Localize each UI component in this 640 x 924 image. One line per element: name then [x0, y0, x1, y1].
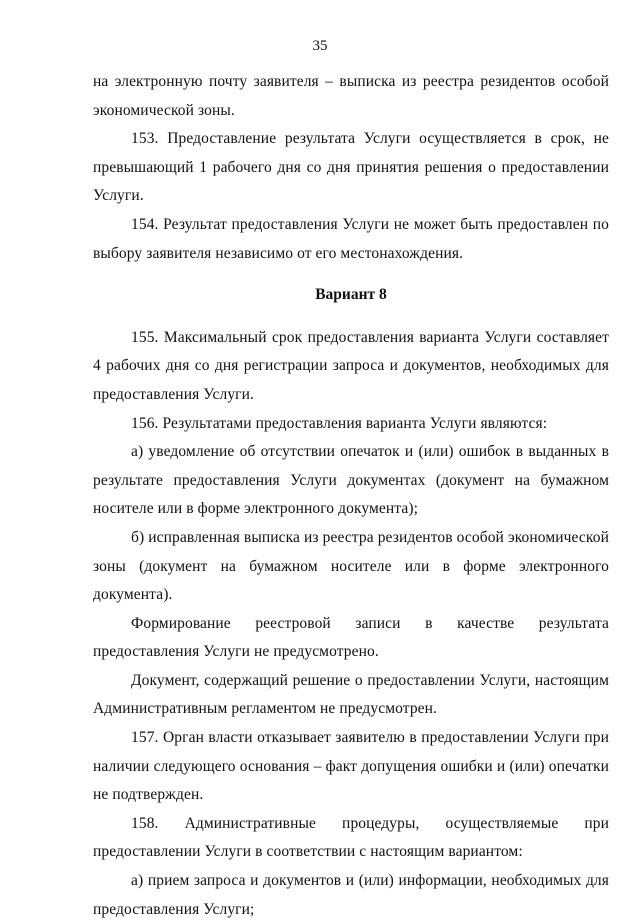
section-heading: Вариант 8: [315, 286, 387, 304]
paragraph-156-b: б) исправленная выписка из реестра резидентов особой экономической зоны (документ на бумажном носителе или в форме электронного документа).: [93, 528, 609, 604]
paragraph-154: 154. Результат предоставления Услуги не может быть предоставлен по выбору заявителя независимо от его местонахождения.: [93, 215, 609, 262]
paragraph-153: 153. Предоставление результата Услуги осуществляется в срок, не превышающий 1 рабочего дня со дня принятия решения о предоставлении Услуги.: [93, 130, 609, 205]
paragraph-158: 158. Административные процедуры, осуществляемые при предоставлении Услуги в соответствии с настоящим вариантом:: [93, 814, 609, 861]
paragraph-155: 155. Максимальный срок предоставления варианта Услуги составляет 4 рабочих дня со дня регистрации запроса и документов, необходимых для предоставления Услуги.: [93, 328, 609, 403]
paragraph-156-a: а) уведомление об отсутствии опечаток и (или) ошибок в выданных в результате предоставления Услуги документах (документ на бумажном носителе или в форме электронного документа);: [93, 443, 609, 518]
paragraph-156: 156. Результатами предоставления варианта Услуги являются:: [131, 414, 548, 432]
paragraph-registry-record: Формирование реестровой записи в качестве результата предоставления Услуги не предусмотрено.: [93, 614, 609, 661]
paragraph-158-a: а) прием запроса и документов и (или) информации, необходимых для предоставления Услуги;: [93, 872, 609, 918]
paragraph-continuation: на электронную почту заявителя – выписка из реестра резидентов особой экономической зоны.: [93, 73, 609, 119]
document-body: [93, 68, 609, 924]
paragraph-157: 157. Орган власти отказывает заявителю в предоставлении Услуги при наличии следующего основания – факт допущения ошибки и (или) опечатки не подтвержден.: [93, 729, 609, 804]
paragraph-decision-document: Документ, содержащий решение о предоставлении Услуги, настоящим Административным регламентом не предусмотрен.: [93, 671, 609, 718]
page-number: 35: [312, 38, 328, 54]
